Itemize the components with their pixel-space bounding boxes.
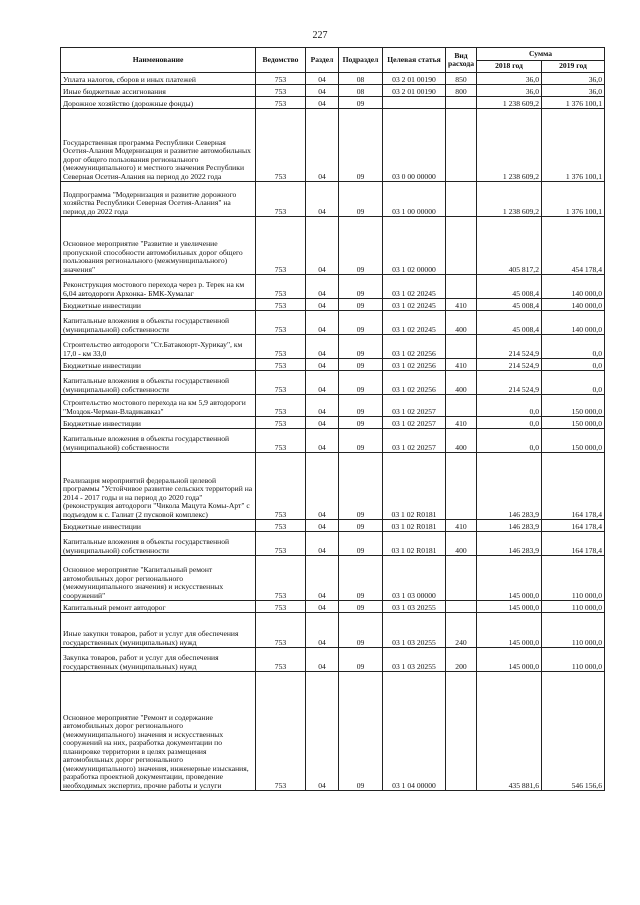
row-sum-2018: 36,0 — [477, 85, 542, 97]
row-name: Капитальные вложения в объекты государственной (муниципальной) собственности — [61, 371, 256, 395]
row-sum-2019: 140 000,0 — [542, 299, 605, 311]
table-row — [61, 672, 605, 791]
row-expense-type: 240 — [446, 613, 477, 648]
row-expense-type — [446, 453, 477, 520]
row-expense-type — [446, 601, 477, 613]
row-subsection: 09 — [339, 335, 383, 359]
row-section: 04 — [306, 672, 339, 791]
row-sum-2018: 36,0 — [477, 73, 542, 85]
row-department: 753 — [256, 648, 306, 672]
row-target-article: 03 1 03 00000 — [383, 556, 446, 601]
row-sum-2019: 110 000,0 — [542, 648, 605, 672]
row-target-article: 03 1 02 20257 — [383, 429, 446, 453]
row-section: 04 — [306, 359, 339, 371]
header-expense-type: Вид расхода — [446, 48, 477, 73]
row-expense-type: 410 — [446, 520, 477, 532]
row-sum-2018: 45 008,4 — [477, 275, 542, 299]
row-subsection: 08 — [339, 85, 383, 97]
row-expense-type — [446, 275, 477, 299]
table-row — [61, 335, 605, 359]
header-name: Наименование — [61, 48, 256, 73]
row-target-article: 03 1 04 00000 — [383, 672, 446, 791]
page-number: 227 — [312, 30, 328, 41]
row-target-article: 03 1 03 20255 — [383, 648, 446, 672]
row-expense-type — [446, 556, 477, 601]
row-sum-2019: 0,0 — [542, 335, 605, 359]
row-target-article: 03 1 02 20257 — [383, 395, 446, 417]
row-sum-2018: 145 000,0 — [477, 648, 542, 672]
row-sum-2019: 164 178,4 — [542, 532, 605, 556]
row-target-article: 03 2 01 00190 — [383, 73, 446, 85]
row-expense-type: 400 — [446, 311, 477, 335]
header-year-2018: 2018 год — [477, 61, 542, 73]
table-row — [61, 73, 605, 85]
row-target-article: 03 1 02 20245 — [383, 311, 446, 335]
table-row — [61, 601, 605, 613]
row-subsection: 09 — [339, 299, 383, 311]
row-name: Капитальные вложения в объекты государственной (муниципальной) собственности — [61, 429, 256, 453]
row-sum-2018: 146 283,9 — [477, 520, 542, 532]
row-department: 753 — [256, 97, 306, 109]
table-row — [61, 395, 605, 417]
row-name: Капитальные вложения в объекты государственной (муниципальной) собственности — [61, 311, 256, 335]
row-name: Иные закупки товаров, работ и услуг для обеспечения государственных (муниципальных) нужд — [61, 613, 256, 648]
row-subsection: 09 — [339, 182, 383, 217]
row-section: 04 — [306, 335, 339, 359]
row-name: Основное мероприятие "Развитие и увеличение пропускной способности автомобильных дорог общего пользования регионального (межмуниципального) значения" — [61, 217, 256, 275]
row-target-article: 03 1 02 00000 — [383, 217, 446, 275]
row-subsection: 09 — [339, 613, 383, 648]
row-target-article: 03 1 00 00000 — [383, 182, 446, 217]
table-row — [61, 520, 605, 532]
row-department: 753 — [256, 613, 306, 648]
row-expense-type — [446, 97, 477, 109]
row-sum-2018: 405 817,2 — [477, 217, 542, 275]
row-sum-2019: 454 178,4 — [542, 217, 605, 275]
row-target-article: 03 1 02 R0181 — [383, 520, 446, 532]
row-name: Бюджетные инвестиции — [61, 359, 256, 371]
row-department: 753 — [256, 217, 306, 275]
row-expense-type: 800 — [446, 85, 477, 97]
row-expense-type — [446, 395, 477, 417]
row-sum-2018: 1 238 609,2 — [477, 109, 542, 182]
row-department: 753 — [256, 275, 306, 299]
row-subsection: 09 — [339, 395, 383, 417]
row-section: 04 — [306, 395, 339, 417]
table-row — [61, 109, 605, 182]
row-sum-2018: 0,0 — [477, 429, 542, 453]
row-sum-2018: 146 283,9 — [477, 453, 542, 520]
row-section: 04 — [306, 182, 339, 217]
row-department: 753 — [256, 520, 306, 532]
row-department: 753 — [256, 335, 306, 359]
row-subsection: 09 — [339, 109, 383, 182]
row-name: Уплата налогов, сборов и иных платежей — [61, 73, 256, 85]
row-section: 04 — [306, 275, 339, 299]
row-sum-2019: 0,0 — [542, 359, 605, 371]
table-row — [61, 556, 605, 601]
row-target-article: 03 1 02 R0181 — [383, 453, 446, 520]
row-name: Основное мероприятие "Капитальный ремонт автомобильных дорог регионального (межмуниципального значения) и искусственных сооружений" — [61, 556, 256, 601]
row-department: 753 — [256, 299, 306, 311]
row-sum-2018: 145 000,0 — [477, 556, 542, 601]
row-section: 04 — [306, 85, 339, 97]
table-row — [61, 532, 605, 556]
row-subsection: 09 — [339, 311, 383, 335]
table-row — [61, 359, 605, 371]
row-section: 04 — [306, 217, 339, 275]
row-sum-2019: 1 376 100,1 — [542, 182, 605, 217]
row-subsection: 09 — [339, 648, 383, 672]
row-name: Строительство автодороги "Ст.Батакоюрт-Хурикау", км 17,0 - км 33,0 — [61, 335, 256, 359]
row-name: Дорожное хозяйство (дорожные фонды) — [61, 97, 256, 109]
table-row — [61, 453, 605, 520]
row-sum-2018: 214 524,9 — [477, 371, 542, 395]
row-target-article: 03 1 02 R0181 — [383, 532, 446, 556]
row-expense-type: 400 — [446, 371, 477, 395]
row-department: 753 — [256, 601, 306, 613]
row-name: Бюджетные инвестиции — [61, 417, 256, 429]
row-section: 04 — [306, 299, 339, 311]
header-section: Раздел — [306, 48, 339, 73]
row-name: Основное мероприятие "Ремонт и содержание автомобильных дорог регионального (межмуниципального) значения и искусственных сооружений на них, разработка документации по планировке территории в целях размещения автомобильных дорог регионального (межмуниципального) значения, инженерные изыскания, разработка проектной документации, проведение необходимых экспертиз, прочие работы и услуги — [61, 672, 256, 791]
row-section: 04 — [306, 556, 339, 601]
row-expense-type: 400 — [446, 429, 477, 453]
row-department: 753 — [256, 395, 306, 417]
table-row — [61, 417, 605, 429]
row-sum-2019: 1 376 100,1 — [542, 97, 605, 109]
table-row — [61, 311, 605, 335]
row-sum-2018: 0,0 — [477, 417, 542, 429]
row-name: Реконструкция мостового перехода через р. Терек на км 6,04 автодороги Архонка- БМК-Хумалаг — [61, 275, 256, 299]
row-name: Капитальные вложения в объекты государственной (муниципальной) собственности — [61, 532, 256, 556]
row-department: 753 — [256, 453, 306, 520]
row-expense-type: 410 — [446, 299, 477, 311]
table-row — [61, 613, 605, 648]
row-target-article: 03 1 02 20256 — [383, 359, 446, 371]
row-target-article: 03 1 03 20255 — [383, 613, 446, 648]
row-expense-type — [446, 672, 477, 791]
row-expense-type — [446, 217, 477, 275]
row-target-article: 03 2 01 00190 — [383, 85, 446, 97]
row-expense-type: 400 — [446, 532, 477, 556]
row-department: 753 — [256, 73, 306, 85]
row-target-article: 03 1 02 20245 — [383, 275, 446, 299]
row-department: 753 — [256, 371, 306, 395]
row-sum-2018: 214 524,9 — [477, 335, 542, 359]
row-sum-2019: 36,0 — [542, 85, 605, 97]
row-sum-2019: 0,0 — [542, 371, 605, 395]
row-sum-2019: 110 000,0 — [542, 601, 605, 613]
table-row — [61, 182, 605, 217]
header-sum: Сумма — [477, 48, 605, 61]
row-sum-2019: 150 000,0 — [542, 417, 605, 429]
row-sum-2019: 36,0 — [542, 73, 605, 85]
row-department: 753 — [256, 556, 306, 601]
row-subsection: 09 — [339, 97, 383, 109]
row-sum-2019: 110 000,0 — [542, 556, 605, 601]
row-expense-type: 410 — [446, 359, 477, 371]
row-sum-2018: 1 238 609,2 — [477, 182, 542, 217]
header-target-article: Целевая статья — [383, 48, 446, 73]
row-sum-2019: 164 178,4 — [542, 520, 605, 532]
row-department: 753 — [256, 182, 306, 217]
row-section: 04 — [306, 97, 339, 109]
row-sum-2018: 145 000,0 — [477, 601, 542, 613]
row-department: 753 — [256, 429, 306, 453]
row-sum-2018: 146 283,9 — [477, 532, 542, 556]
row-subsection: 09 — [339, 532, 383, 556]
row-sum-2019: 150 000,0 — [542, 395, 605, 417]
row-expense-type: 200 — [446, 648, 477, 672]
table-row — [61, 648, 605, 672]
row-section: 04 — [306, 417, 339, 429]
row-section: 04 — [306, 109, 339, 182]
row-department: 753 — [256, 311, 306, 335]
row-name: Строительство мостового перехода на км 5,9 автодороги "Моздок-Черман-Владикавказ" — [61, 395, 256, 417]
row-sum-2019: 140 000,0 — [542, 311, 605, 335]
row-section: 04 — [306, 520, 339, 532]
row-sum-2018: 45 008,4 — [477, 299, 542, 311]
header-year-2019: 2019 год — [542, 61, 605, 73]
header-department: Ведомство — [256, 48, 306, 73]
table-row — [61, 217, 605, 275]
row-sum-2019: 546 156,6 — [542, 672, 605, 791]
table-row — [61, 371, 605, 395]
row-sum-2018: 435 881,6 — [477, 672, 542, 791]
row-name: Бюджетные инвестиции — [61, 520, 256, 532]
row-sum-2018: 145 000,0 — [477, 613, 542, 648]
row-target-article: 03 1 02 20257 — [383, 417, 446, 429]
row-subsection: 09 — [339, 453, 383, 520]
table-row — [61, 97, 605, 109]
row-target-article: 03 1 02 20245 — [383, 299, 446, 311]
row-sum-2018: 0,0 — [477, 395, 542, 417]
budget-table — [60, 47, 605, 791]
row-sum-2019: 110 000,0 — [542, 613, 605, 648]
row-subsection: 09 — [339, 217, 383, 275]
row-subsection: 09 — [339, 275, 383, 299]
row-name: Иные бюджетные ассигнования — [61, 85, 256, 97]
row-name: Реализация мероприятий федеральной целевой программы "Устойчивое развитие сельских территорий на 2014 - 2017 годы и на период до 2020 года" (реконструкция автодороги "Чикола Мацута Комы-Арт" с подъездом к с. Галиат (2 пусковой комплекс) — [61, 453, 256, 520]
row-target-article: 03 0 00 00000 — [383, 109, 446, 182]
table-row — [61, 429, 605, 453]
row-section: 04 — [306, 311, 339, 335]
row-subsection: 09 — [339, 417, 383, 429]
table-body — [61, 73, 605, 791]
row-sum-2018: 45 008,4 — [477, 311, 542, 335]
row-expense-type: 410 — [446, 417, 477, 429]
row-sum-2019: 1 376 100,1 — [542, 109, 605, 182]
row-department: 753 — [256, 109, 306, 182]
row-sum-2019: 140 000,0 — [542, 275, 605, 299]
row-department: 753 — [256, 417, 306, 429]
row-section: 04 — [306, 532, 339, 556]
row-target-article: 03 1 02 20256 — [383, 335, 446, 359]
row-sum-2018: 1 238 609,2 — [477, 97, 542, 109]
row-subsection: 08 — [339, 73, 383, 85]
row-section: 04 — [306, 371, 339, 395]
row-expense-type: 850 — [446, 73, 477, 85]
row-section: 04 — [306, 453, 339, 520]
row-name: Подпрограмма "Модернизация и развитие дорожного хозяйства Республики Северная Осетия-Алания" на период до 2022 года — [61, 182, 256, 217]
row-name: Государственная программа Республики Северная Осетия-Алания Модернизация и развитие автомобильных дорог общего пользования регионального (межмуниципального) и местного значения Республики Северная Осетия-Алания на период до 2022 года — [61, 109, 256, 182]
row-subsection: 09 — [339, 601, 383, 613]
row-name: Бюджетные инвестиции — [61, 299, 256, 311]
header-subsection: Подраздел — [339, 48, 383, 73]
row-section: 04 — [306, 429, 339, 453]
row-section: 04 — [306, 613, 339, 648]
row-section: 04 — [306, 73, 339, 85]
row-expense-type — [446, 109, 477, 182]
row-target-article: 03 1 03 20255 — [383, 601, 446, 613]
row-name: Закупка товаров, работ и услуг для обеспечения государственных (муниципальных) нужд — [61, 648, 256, 672]
row-target-article: 03 1 02 20256 — [383, 371, 446, 395]
table-row — [61, 275, 605, 299]
row-section: 04 — [306, 648, 339, 672]
row-subsection: 09 — [339, 672, 383, 791]
row-department: 753 — [256, 532, 306, 556]
table-row — [61, 85, 605, 97]
row-sum-2018: 214 524,9 — [477, 359, 542, 371]
row-subsection: 09 — [339, 520, 383, 532]
row-subsection: 09 — [339, 371, 383, 395]
row-department: 753 — [256, 672, 306, 791]
row-sum-2019: 164 178,4 — [542, 453, 605, 520]
row-name: Капитальный ремонт автодорог — [61, 601, 256, 613]
row-section: 04 — [306, 601, 339, 613]
row-expense-type — [446, 335, 477, 359]
row-sum-2019: 150 000,0 — [542, 429, 605, 453]
row-subsection: 09 — [339, 429, 383, 453]
row-department: 753 — [256, 85, 306, 97]
table-row — [61, 299, 605, 311]
row-target-article — [383, 97, 446, 109]
row-subsection: 09 — [339, 556, 383, 601]
row-subsection: 09 — [339, 359, 383, 371]
row-department: 753 — [256, 359, 306, 371]
row-expense-type — [446, 182, 477, 217]
